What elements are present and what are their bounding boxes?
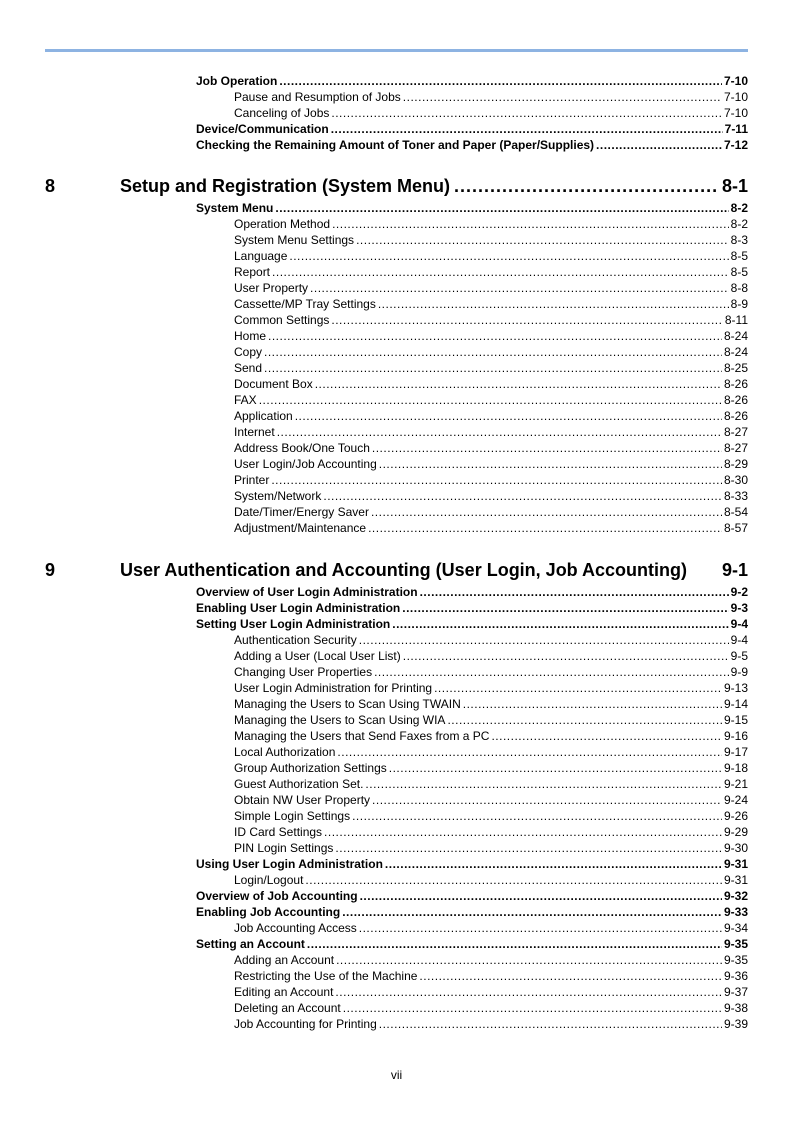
dot-leader xyxy=(454,174,718,198)
chapter-page: 9-1 xyxy=(721,560,748,580)
toc-entry-page: 7-12 xyxy=(723,138,748,152)
toc-entry-page: 8-2 xyxy=(730,201,748,215)
dot-leader xyxy=(371,504,722,520)
toc-entry-title: Restricting the Use of the Machine xyxy=(234,969,418,983)
toc-entry[interactable] xyxy=(234,728,748,744)
dot-leader xyxy=(331,312,722,328)
chapter-title: Setup and Registration (System Menu) xyxy=(120,176,451,196)
toc-entry-title: Checking the Remaining Amount of Toner and Paper (Paper/Supplies) xyxy=(196,138,595,152)
toc-entry-title: Date/Timer/Energy Saver xyxy=(234,505,369,519)
dot-leader xyxy=(275,200,728,216)
toc-entry-title: Device/Communication xyxy=(196,122,329,136)
toc-entry[interactable] xyxy=(234,232,748,248)
toc-entry[interactable] xyxy=(234,1016,748,1032)
toc-entry-page: 8-9 xyxy=(730,297,748,311)
toc-entry[interactable] xyxy=(234,89,748,105)
toc-entry-page: 9-4 xyxy=(730,633,748,647)
toc-entry-page: 9-9 xyxy=(730,665,748,679)
toc-entry-title: ID Card Settings xyxy=(234,825,323,839)
toc-entry-title: Setting User Login Administration xyxy=(196,617,391,631)
toc-entry-title: Send xyxy=(234,361,263,375)
header-rule xyxy=(45,49,748,52)
dot-leader xyxy=(310,280,729,296)
toc-entry-page: 9-35 xyxy=(723,953,748,967)
chapter-title: User Authentication and Accounting (User Login, Job Accounting) xyxy=(120,560,687,580)
dot-leader xyxy=(491,728,722,744)
toc-entry-page: 9-14 xyxy=(723,697,748,711)
toc-entry-title: Overview of User Login Administration xyxy=(196,585,418,599)
dot-leader xyxy=(420,584,729,600)
dot-leader xyxy=(305,872,722,888)
toc-entry-page: 9-18 xyxy=(723,761,748,775)
toc-entry-page: 9-31 xyxy=(723,857,748,871)
toc-entry-title: Home xyxy=(234,329,267,343)
dot-leader xyxy=(385,856,722,872)
dot-leader xyxy=(336,952,722,968)
toc-entry-page: 8-5 xyxy=(730,249,748,263)
dot-leader xyxy=(343,1000,722,1016)
toc-entry-page: 8-27 xyxy=(723,441,748,455)
toc-entry[interactable] xyxy=(234,408,748,424)
toc-entry-title: Obtain NW User Property xyxy=(234,793,371,807)
page-number: vii xyxy=(390,1068,403,1082)
toc-entry[interactable] xyxy=(234,376,748,392)
toc-entry-title: Cassette/MP Tray Settings xyxy=(234,297,376,311)
dot-leader xyxy=(264,344,722,360)
dot-leader xyxy=(463,696,722,712)
toc-entry-page: 9-31 xyxy=(723,873,748,887)
dot-leader xyxy=(307,936,722,952)
dot-leader xyxy=(342,904,722,920)
toc-entry-title: Job Accounting Access xyxy=(234,921,357,935)
dot-leader xyxy=(379,456,722,472)
toc-entry-page: 9-32 xyxy=(723,889,748,903)
toc-entry-title: Using User Login Administration xyxy=(196,857,383,871)
dot-leader xyxy=(359,920,722,936)
toc-entry-page: 8-3 xyxy=(730,233,748,247)
toc-entry-title: Language xyxy=(234,249,288,263)
dot-leader xyxy=(434,680,722,696)
toc-entry-page: 8-26 xyxy=(723,409,748,423)
toc-entry[interactable] xyxy=(234,696,748,712)
toc-entry-title: Job Operation xyxy=(196,74,278,88)
toc-entry-title: Common Settings xyxy=(234,313,330,327)
toc-entry-page: 8-5 xyxy=(730,265,748,279)
toc-entry-title: Overview of Job Accounting xyxy=(196,889,358,903)
dot-leader xyxy=(403,89,722,105)
toc-entry[interactable] xyxy=(196,888,748,904)
toc-entry-title: Report xyxy=(234,265,271,279)
toc-entry[interactable] xyxy=(234,504,748,520)
dot-leader xyxy=(331,105,722,121)
toc-entry-page: 9-29 xyxy=(723,825,748,839)
dot-leader xyxy=(272,264,729,280)
toc-entry-page: 8-2 xyxy=(730,217,748,231)
dot-leader xyxy=(323,488,722,504)
toc-entry-title: User Login Administration for Printing xyxy=(234,681,433,695)
dot-leader xyxy=(279,73,722,89)
toc-entry[interactable] xyxy=(234,344,748,360)
toc-entry[interactable] xyxy=(234,360,748,376)
toc-entry-page: 8-57 xyxy=(723,521,748,535)
toc-entry[interactable] xyxy=(234,312,748,328)
toc-entry[interactable] xyxy=(234,952,748,968)
toc-entry-title: Login/Logout xyxy=(234,873,304,887)
toc-entry[interactable] xyxy=(234,520,748,536)
toc-entry[interactable] xyxy=(234,760,748,776)
toc-entry[interactable] xyxy=(196,121,748,137)
toc-entry-page: 8-11 xyxy=(724,313,748,327)
toc-entry-page: 9-37 xyxy=(723,985,748,999)
toc-entry-page: 9-16 xyxy=(723,729,748,743)
toc-entry-title: Local Authorization xyxy=(234,745,336,759)
dot-leader xyxy=(596,137,722,153)
dot-leader xyxy=(374,664,729,680)
toc-entry-title: Adjustment/Maintenance xyxy=(234,521,367,535)
toc-entry[interactable] xyxy=(234,392,748,408)
toc-entry-page: 7-10 xyxy=(723,90,748,104)
toc-entry-title: Deleting an Account xyxy=(234,1001,341,1015)
chapter-heading[interactable] xyxy=(45,558,748,582)
dot-leader xyxy=(419,968,722,984)
dot-leader xyxy=(315,376,722,392)
toc-entry-page: 9-35 xyxy=(723,937,748,951)
dot-leader xyxy=(447,712,722,728)
toc-entry[interactable] xyxy=(234,296,748,312)
toc-entry-title: Managing the Users to Scan Using WIA xyxy=(234,713,446,727)
toc-entry-page: 9-34 xyxy=(723,921,748,935)
toc-entry[interactable] xyxy=(234,744,748,760)
toc-entry[interactable] xyxy=(196,616,748,632)
dot-leader xyxy=(295,408,722,424)
toc-entry[interactable] xyxy=(234,824,748,840)
dot-leader xyxy=(365,776,722,792)
toc-entry-page: 8-25 xyxy=(723,361,748,375)
toc-entry[interactable] xyxy=(234,472,748,488)
toc-entry[interactable] xyxy=(234,424,748,440)
dot-leader xyxy=(335,984,722,1000)
toc-entry[interactable] xyxy=(234,280,748,296)
toc-entry-page: 8-24 xyxy=(723,345,748,359)
toc-entry-title: User Login/Job Accounting xyxy=(234,457,377,471)
toc-entry[interactable] xyxy=(196,904,748,920)
toc-entry-page: 9-36 xyxy=(723,969,748,983)
toc-entry[interactable] xyxy=(196,200,748,216)
dot-leader xyxy=(372,792,722,808)
toc-entry-title: Printer xyxy=(234,473,270,487)
toc-entry[interactable] xyxy=(234,984,748,1000)
dot-leader xyxy=(403,648,729,664)
toc-entry-title: Changing User Properties xyxy=(234,665,373,679)
toc-entry[interactable] xyxy=(234,792,748,808)
toc-entry-page: 8-26 xyxy=(723,393,748,407)
dot-leader xyxy=(332,216,729,232)
toc-entry-title: Canceling of Jobs xyxy=(234,106,330,120)
toc-entry[interactable] xyxy=(196,600,748,616)
toc-entry-title: Simple Login Settings xyxy=(234,809,351,823)
toc-entry-page: 9-26 xyxy=(723,809,748,823)
toc-entry[interactable] xyxy=(234,664,748,680)
toc-entry[interactable] xyxy=(234,648,748,664)
toc-entry[interactable] xyxy=(234,872,748,888)
dot-leader xyxy=(271,472,722,488)
toc-entry-title: Editing an Account xyxy=(234,985,334,999)
toc-entry[interactable] xyxy=(234,105,748,121)
toc-entry[interactable] xyxy=(196,856,748,872)
toc-entry-title: System Menu xyxy=(196,201,274,215)
dot-leader xyxy=(335,840,722,856)
toc-entry-page: 9-15 xyxy=(723,713,748,727)
toc-entry[interactable] xyxy=(234,776,748,792)
toc-entry[interactable] xyxy=(234,328,748,344)
toc-entry-page: 9-3 xyxy=(730,601,748,615)
toc-entry-title: Guest Authorization Set. xyxy=(234,777,364,791)
toc-entry[interactable] xyxy=(196,73,748,89)
toc-entry-title: Copy xyxy=(234,345,263,359)
toc-entry[interactable] xyxy=(234,216,748,232)
toc-entry-page: 8-27 xyxy=(723,425,748,439)
dot-leader xyxy=(389,760,722,776)
toc-entry-page: 8-24 xyxy=(723,329,748,343)
dot-leader xyxy=(378,296,729,312)
toc-entry-title: Application xyxy=(234,409,293,423)
dot-leader xyxy=(356,232,729,248)
toc-entry-page: 9-2 xyxy=(730,585,748,599)
toc-entry[interactable] xyxy=(234,808,748,824)
dot-leader xyxy=(360,888,722,904)
dot-leader xyxy=(402,600,728,616)
toc-entry-page: 9-24 xyxy=(723,793,748,807)
toc-entry-title: Managing the Users that Send Faxes from a PC xyxy=(234,729,490,743)
toc-entry-title: Address Book/One Touch xyxy=(234,441,370,455)
toc-entry-page: 8-33 xyxy=(723,489,748,503)
toc-entry[interactable] xyxy=(196,584,748,600)
toc-entry-title: System Menu Settings xyxy=(234,233,355,247)
toc-entry-title: Enabling User Login Administration xyxy=(196,601,401,615)
toc-entry-page: 9-39 xyxy=(723,1017,748,1031)
toc-entry[interactable] xyxy=(234,920,748,936)
toc-entry-title: Group Authorization Settings xyxy=(234,761,387,775)
dot-leader xyxy=(331,121,723,137)
toc-entry-page: 9-4 xyxy=(730,617,748,631)
toc-entry-page: 9-33 xyxy=(723,905,748,919)
toc-entry-page: 7-11 xyxy=(724,122,748,136)
toc-entry-title: User Property xyxy=(234,281,309,295)
toc-entry[interactable] xyxy=(234,840,748,856)
toc-entry-page: 7-10 xyxy=(723,74,748,88)
toc-entry[interactable] xyxy=(234,712,748,728)
toc-entry-title: Enabling Job Accounting xyxy=(196,905,341,919)
toc-entry-title: Adding a User (Local User List) xyxy=(234,649,401,663)
toc-entry-title: Document Box xyxy=(234,377,313,391)
toc-entry-title: PIN Login Settings xyxy=(234,841,334,855)
dot-leader xyxy=(324,824,722,840)
toc-entry[interactable] xyxy=(234,248,748,264)
dot-leader xyxy=(392,616,728,632)
toc-entry-page: 7-10 xyxy=(723,106,748,120)
dot-leader xyxy=(268,328,722,344)
toc-entry-page: 9-21 xyxy=(723,777,748,791)
toc-entry-page: 9-5 xyxy=(730,649,748,663)
dot-leader xyxy=(379,1016,722,1032)
chapter-number: 8 xyxy=(45,176,56,196)
toc-entry-title: Adding an Account xyxy=(234,953,335,967)
dot-leader xyxy=(259,392,722,408)
toc-entry-page: 8-26 xyxy=(723,377,748,391)
toc-entry-title: Pause and Resumption of Jobs xyxy=(234,90,401,104)
toc-entry-title: FAX xyxy=(234,393,257,407)
toc-entry-title: System/Network xyxy=(234,489,322,503)
toc-entry[interactable] xyxy=(234,440,748,456)
dot-leader xyxy=(289,248,728,264)
toc-entry-page: 8-29 xyxy=(723,457,748,471)
dot-leader xyxy=(264,360,722,376)
dot-leader xyxy=(337,744,722,760)
toc-entry-page: 8-30 xyxy=(723,473,748,487)
toc-entry-title: Setting an Account xyxy=(196,937,305,951)
toc-entry-page: 9-38 xyxy=(723,1001,748,1015)
chapter-heading[interactable] xyxy=(45,174,748,198)
dot-leader xyxy=(352,808,722,824)
dot-leader xyxy=(372,440,722,456)
toc-entry[interactable] xyxy=(234,632,748,648)
toc-entry-page: 8-8 xyxy=(730,281,748,295)
toc-entry-title: Operation Method xyxy=(234,217,331,231)
dot-leader xyxy=(368,520,722,536)
toc-entry-title: Job Accounting for Printing xyxy=(234,1017,377,1031)
toc-entry-page: 9-13 xyxy=(723,681,748,695)
toc-entry[interactable] xyxy=(234,968,748,984)
toc-entry[interactable] xyxy=(234,264,748,280)
toc-entry[interactable] xyxy=(234,1000,748,1016)
toc-entry-page: 9-30 xyxy=(723,841,748,855)
toc-entry[interactable] xyxy=(234,488,748,504)
toc-entry-page: 8-54 xyxy=(723,505,748,519)
chapter-number: 9 xyxy=(45,560,56,580)
toc-entry-title: Authentication Security xyxy=(234,633,357,647)
toc-entry[interactable] xyxy=(196,936,748,952)
toc-entry[interactable] xyxy=(234,680,748,696)
dot-leader xyxy=(359,632,729,648)
chapter-page: 8-1 xyxy=(721,176,748,196)
dot-leader xyxy=(277,424,722,440)
toc-entry[interactable] xyxy=(234,456,748,472)
toc-entry[interactable] xyxy=(196,137,748,153)
toc-entry-title: Internet xyxy=(234,425,275,439)
toc-entry-page: 9-17 xyxy=(723,745,748,759)
toc-entry-title: Managing the Users to Scan Using TWAIN xyxy=(234,697,461,711)
